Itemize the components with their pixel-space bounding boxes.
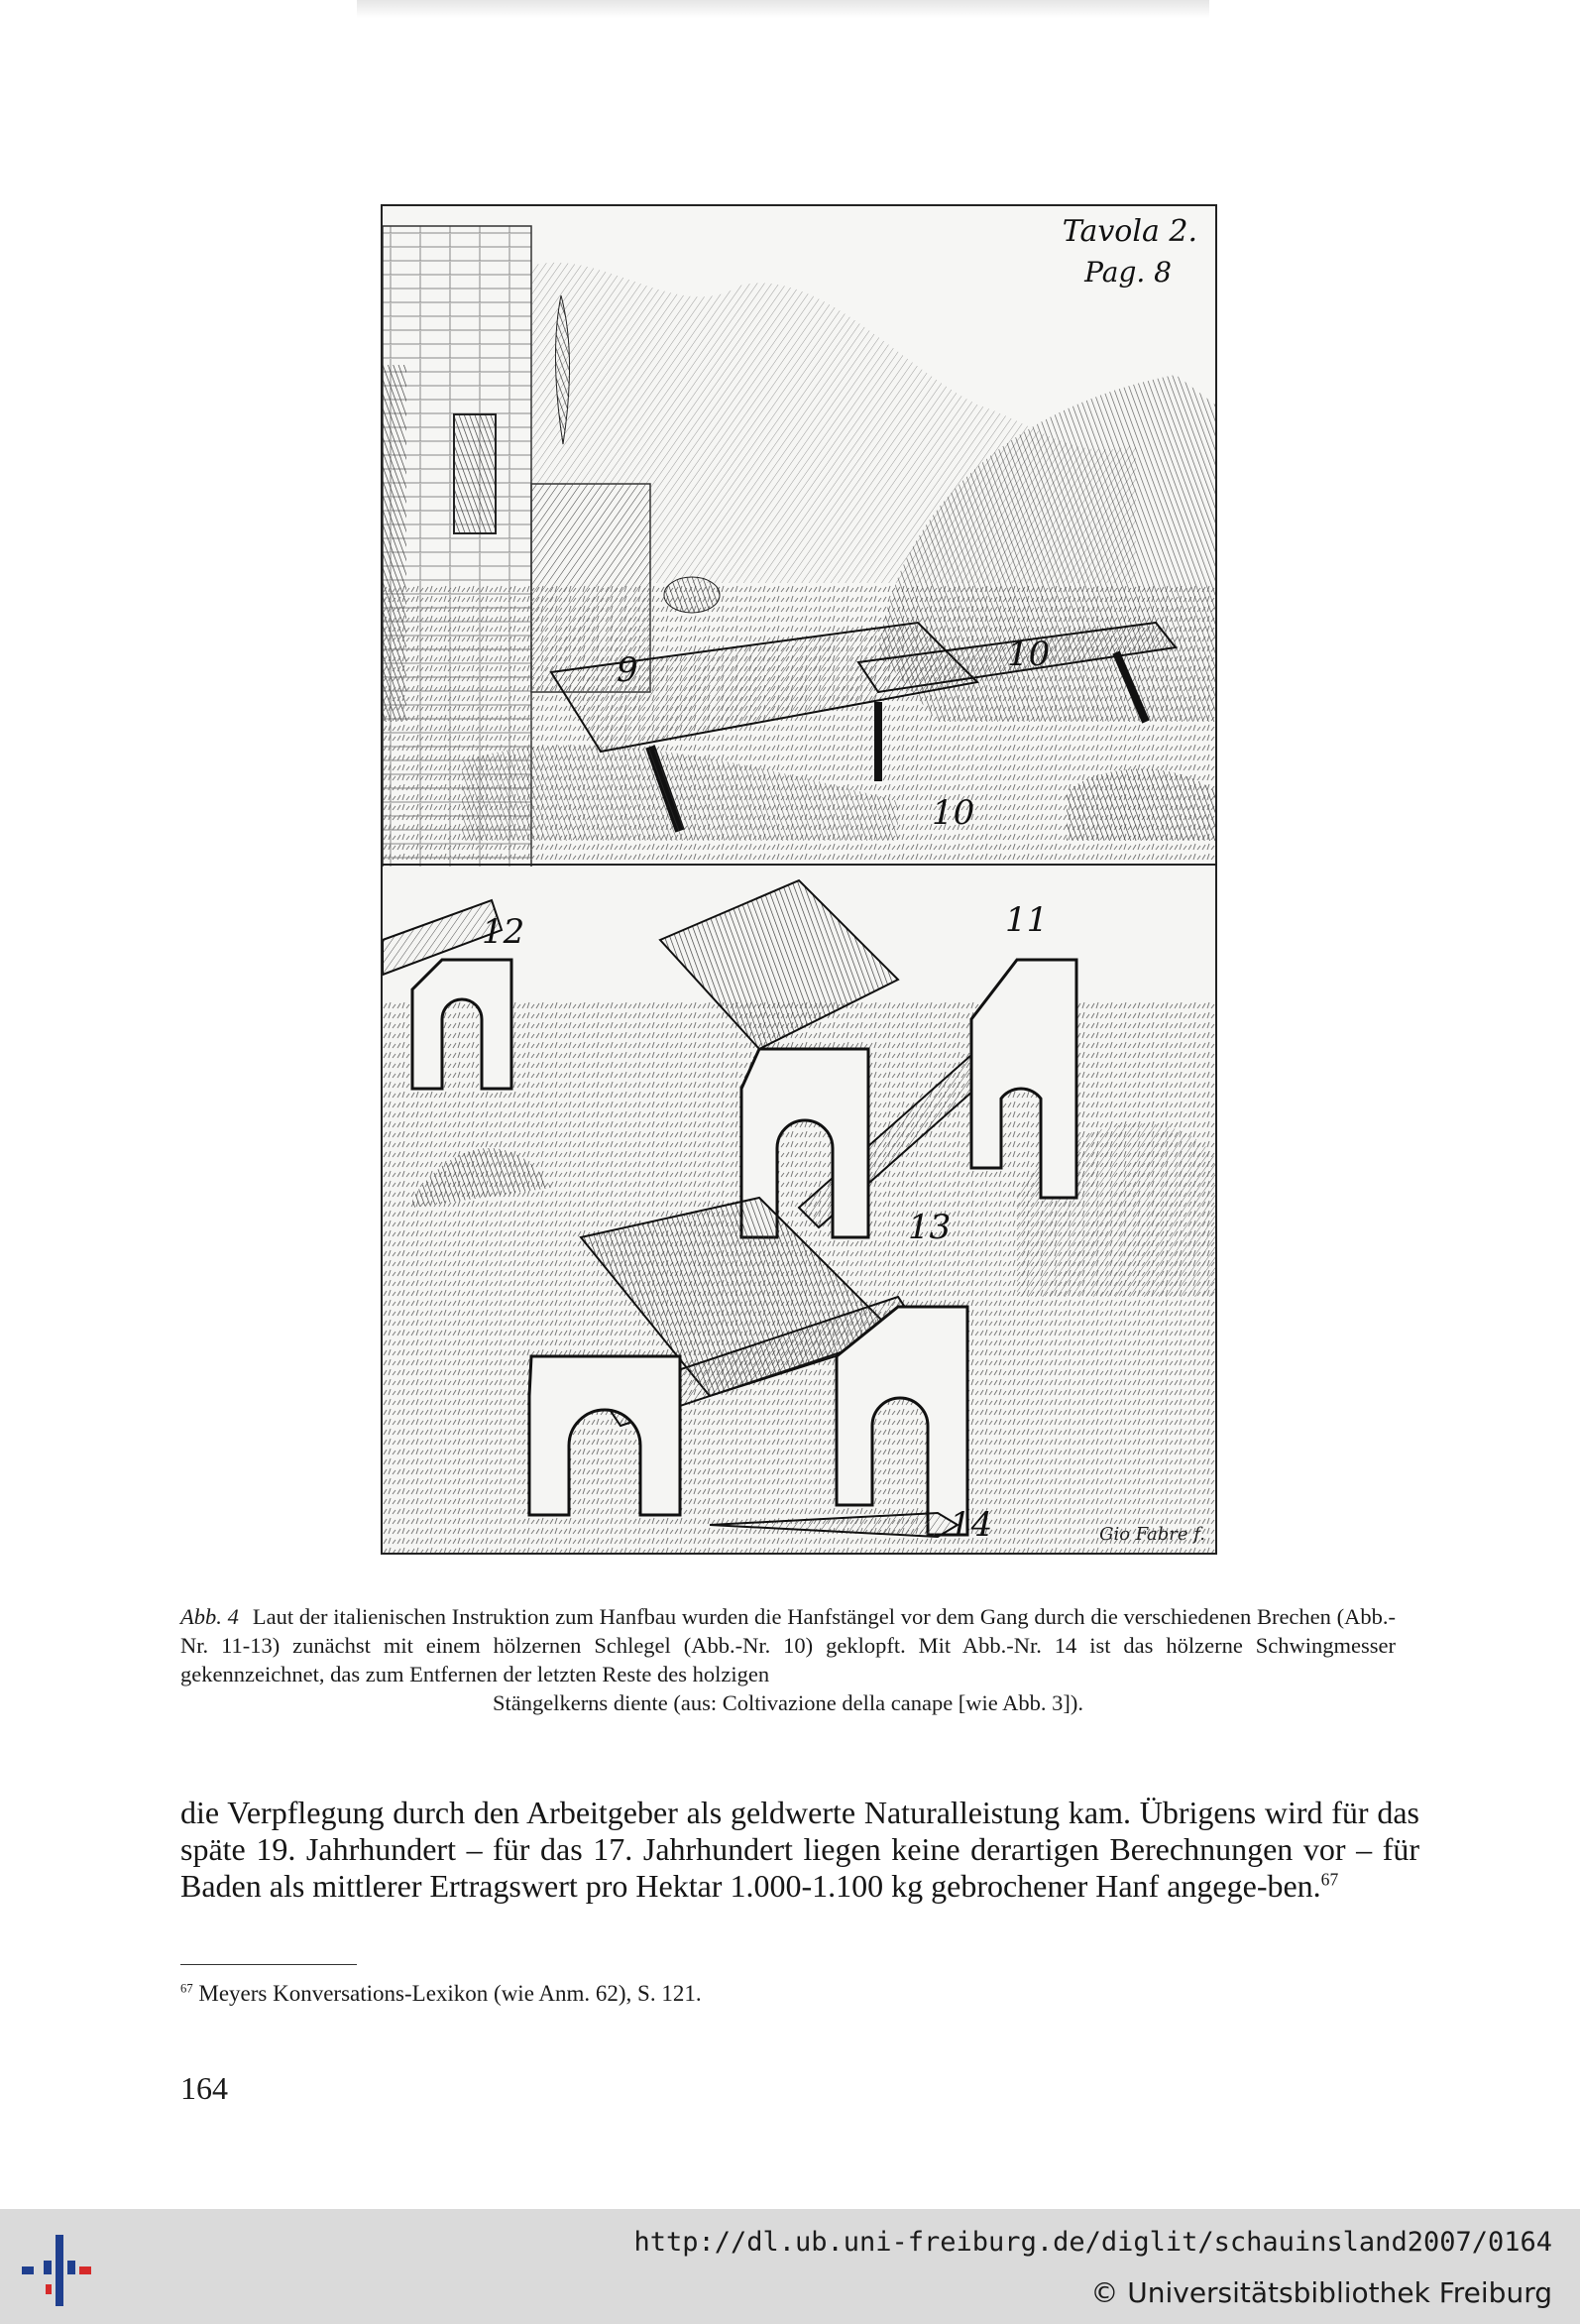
- plate-number-12: 12: [482, 912, 525, 952]
- plate-number-14: 14: [950, 1505, 993, 1545]
- footnote-text: Meyers Konversations-Lexikon (wie Anm. 62), S. 121.: [198, 1981, 702, 2006]
- upper-scene: [383, 206, 1215, 920]
- body-text: die Verpflegung durch den Arbeitgeber als geldwerte Naturalleistung kam. Übrigens wird für das späte 19. Jahrhundert – für das 17. Jahrhundert liegen keine derartigen Berechnungen vor – für Baden als mittlerer Ertragswert pro Hektar 1.000-1.100 kg gebrochener Hanf angege-ben.: [180, 1795, 1419, 1904]
- plate-page-ref: Pag. 8: [1084, 256, 1172, 289]
- footnote-separator: [180, 1964, 357, 1965]
- footnote: [180, 1981, 702, 2007]
- copyright-notice: © Universitätsbibliothek Freiburg: [1090, 2276, 1552, 2309]
- engraving-illustration: [383, 206, 1215, 1553]
- engraving-plate: [381, 204, 1217, 1555]
- page-number: 164: [180, 2070, 228, 2106]
- plate-title: Tavola 2.: [1062, 214, 1197, 249]
- window: [454, 414, 496, 533]
- figure-caption: [180, 1602, 1396, 1717]
- document-url-link[interactable]: http://dl.ub.uni-freiburg.de/diglit/schauinsland2007/0164: [633, 2227, 1552, 2258]
- body-paragraph: [180, 1795, 1419, 1905]
- lower-scene: [383, 867, 1215, 1553]
- digital-library-footer: [0, 2209, 1580, 2324]
- caption-last-line: Stängelkerns diente (aus: Coltivazione della canape [wie Abb. 3]).: [492, 1690, 1084, 1715]
- ub-freiburg-logo-icon: [18, 2231, 101, 2310]
- footnote-reference[interactable]: 67: [1320, 1869, 1339, 1890]
- plate-number-13: 13: [908, 1208, 952, 1247]
- caption-label: Abb. 4: [180, 1604, 239, 1629]
- caption-text: Laut der italienischen Instruktion zum Hanfbau wurden die Hanfstängel vor dem Gang durch die verschiedenen Brechen (Abb.-Nr. 11-13) zunächst mit einem hölzernen Schlegel (Abb.-Nr. 10) geklopft. Mit Abb.-Nr. 14 ist das hölzerne Schwingmesser gekennzeichnet, das zum Entfernen der letzten Reste des holzigen: [180, 1604, 1396, 1686]
- plate-number-11: 11: [1005, 900, 1049, 940]
- plate-number-10-upper: 10: [1007, 635, 1051, 674]
- footnote-number: 67: [180, 1981, 193, 1996]
- engraver-signature: Gio Fabre f.: [1099, 1524, 1205, 1545]
- plate-number-10-lower: 10: [932, 793, 975, 833]
- scan-top-edge: [357, 0, 1209, 18]
- plate-number-9: 9: [617, 650, 638, 690]
